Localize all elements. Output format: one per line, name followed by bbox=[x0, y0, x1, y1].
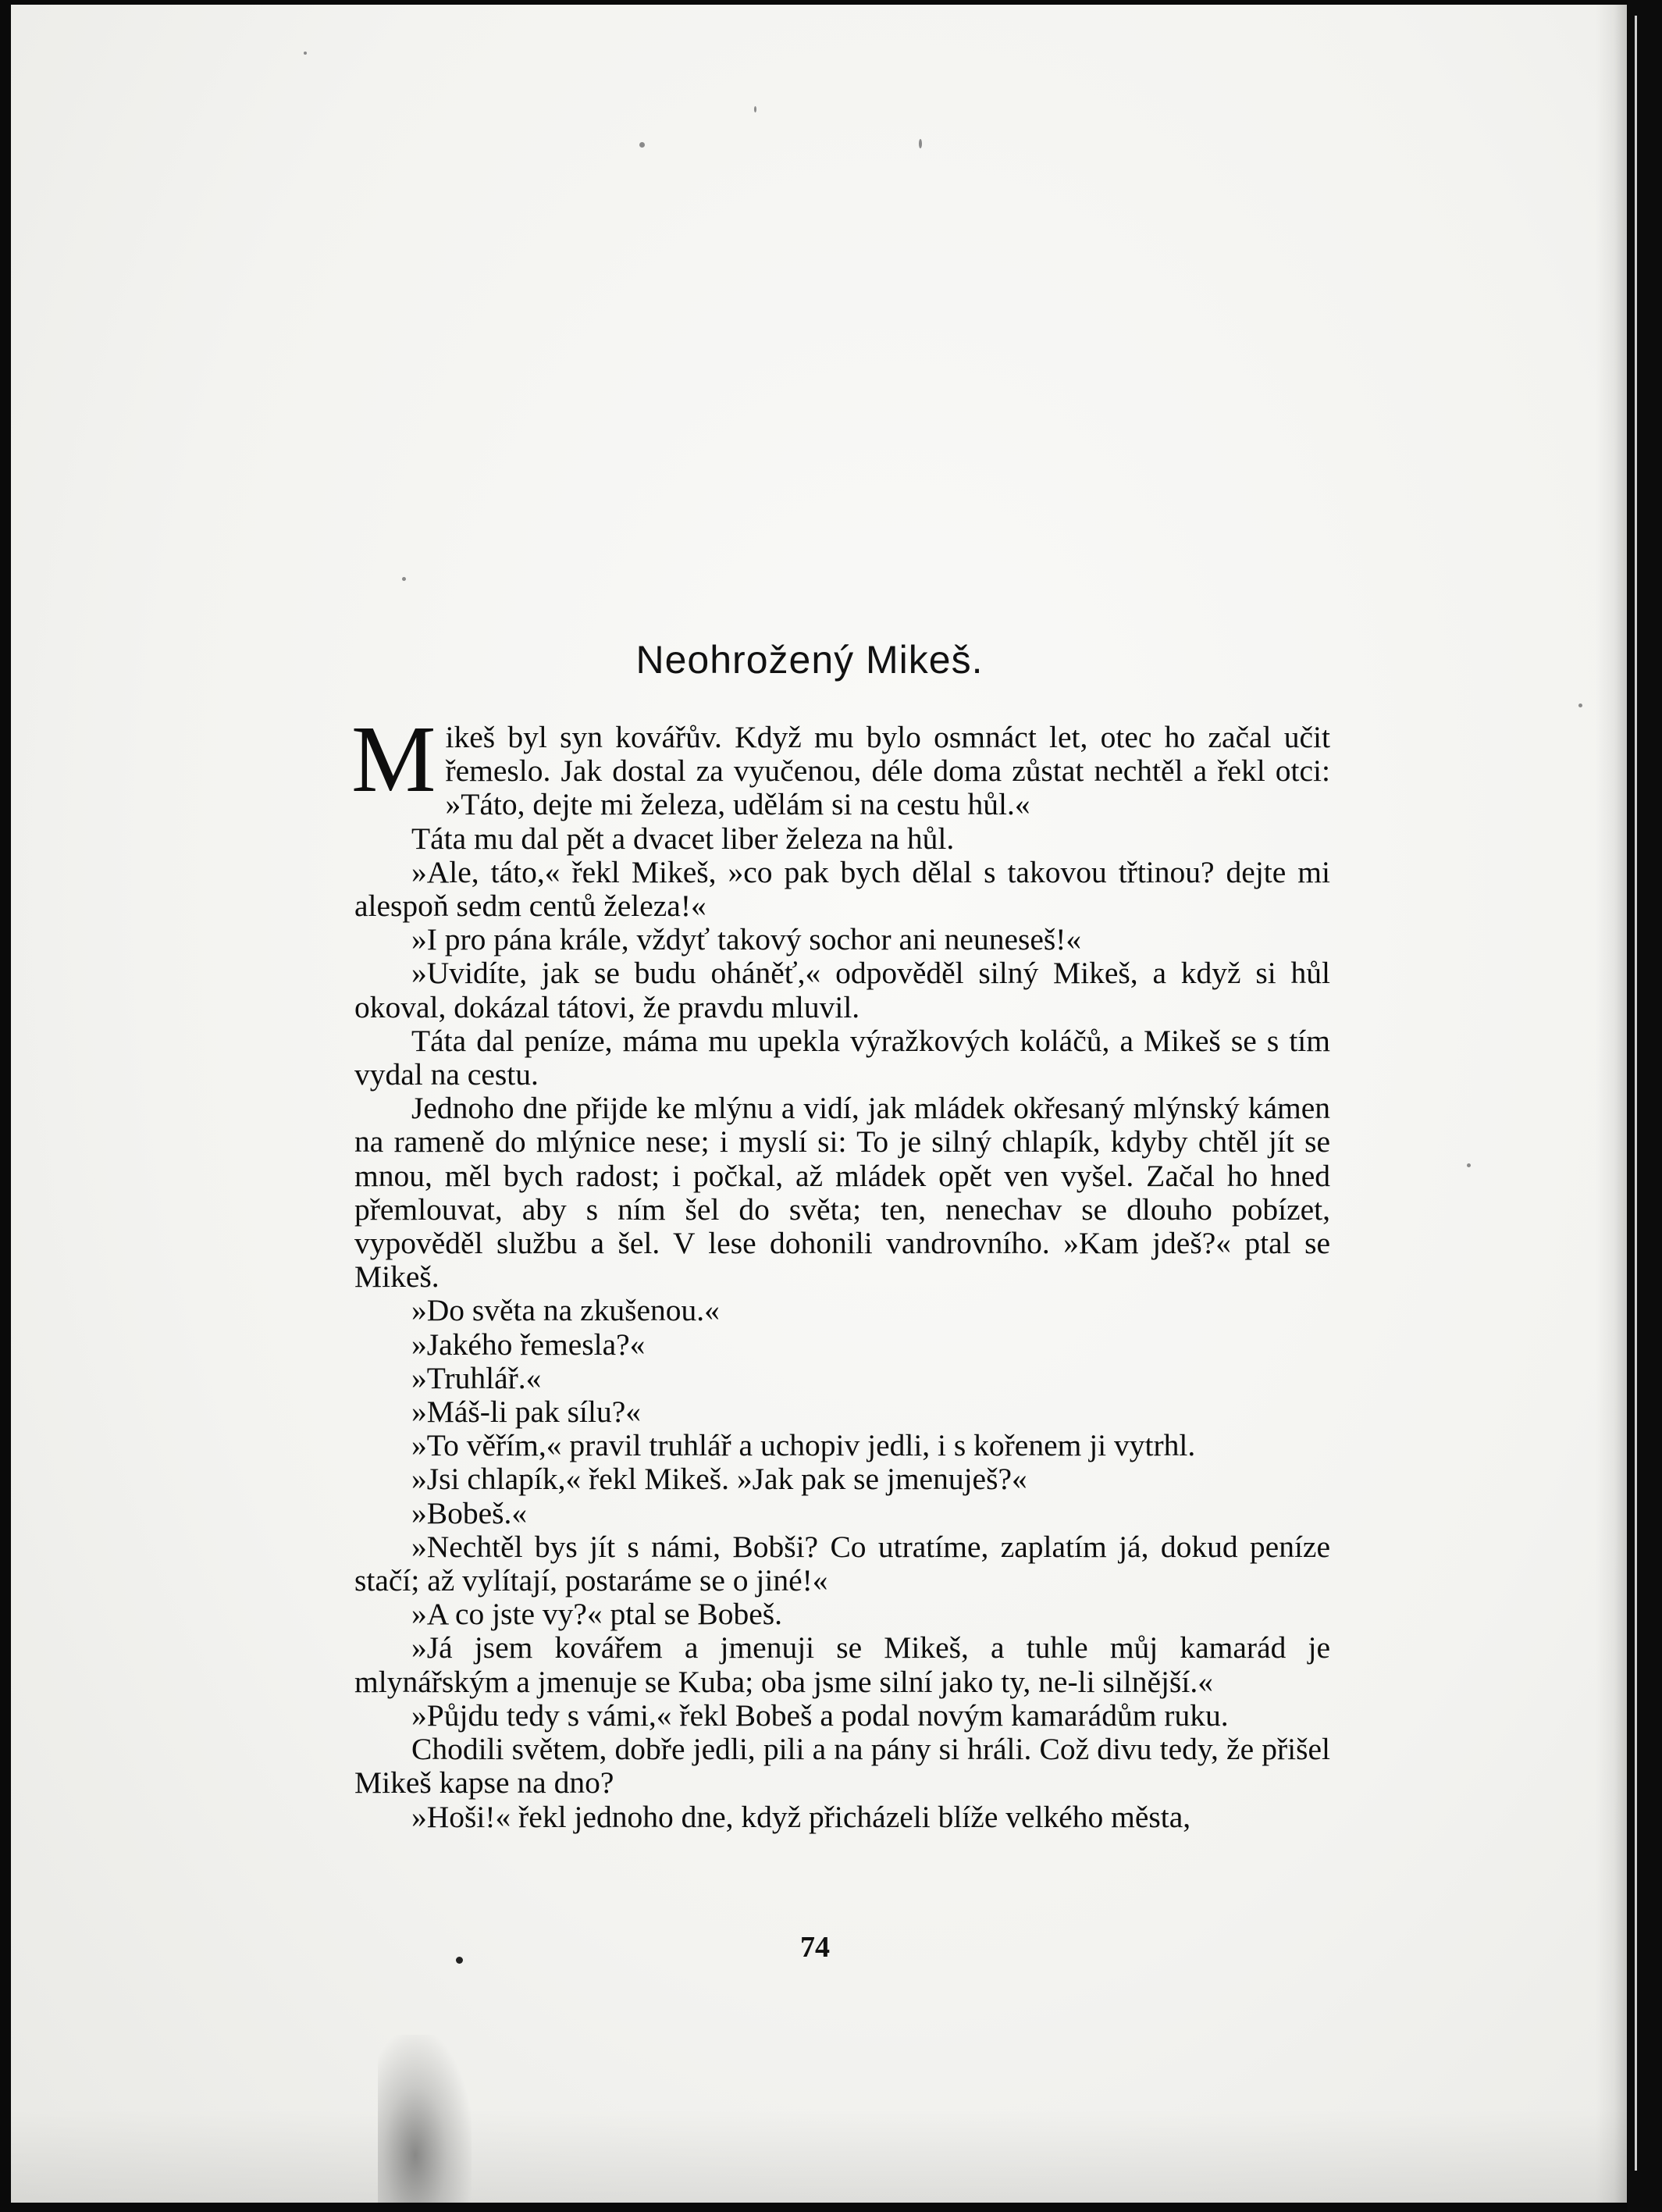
paragraph: Jednoho dne přijde ke mlýnu a vidí, jak mládek okřesaný mlýnský kámen na rameně do mlýnice nese; i myslí si: To je silný chlapík, kdyby chtěl jít se mnou, měl bych radost; i počkal, až mládek opět ven vyšel. Začal ho hned přemlouvat, aby s ním šel do světa; ten, nenechav se dlouho pobízet, vypověděl službu a šel. V lese dohonili vandrovního. »Kam jdeš?« ptal se Mikeš. bbox=[354, 1091, 1330, 1295]
dust-speck bbox=[402, 577, 406, 581]
dust-speck bbox=[754, 106, 756, 112]
drop-cap: M bbox=[351, 707, 436, 812]
page-edge-shadow bbox=[1596, 5, 1627, 2203]
paragraph: »Bobeš.« bbox=[411, 1495, 528, 1530]
dust-speck bbox=[639, 142, 645, 148]
paragraph: »Uvidíte, jak se budu oháněť,« odpověděl silný Mikeš, a když si hůl okoval, dokázal tátovi, že pravdu mluvil. bbox=[354, 956, 1330, 1024]
scanned-page bbox=[11, 5, 1627, 2203]
chapter-title: Neohrožený Mikeš. bbox=[635, 638, 984, 682]
paragraph: »Jakého řemesla?« bbox=[411, 1327, 646, 1362]
dust-speck bbox=[1578, 703, 1582, 707]
dust-speck bbox=[1467, 1163, 1471, 1167]
paragraph: Táta mu dal pět a dvacet liber železa na hůl. bbox=[411, 821, 955, 856]
paragraph: »Nechtěl bys jít s námi, Bobši? Co utratíme, zaplatím já, dokud peníze stačí; až vylítají, postaráme se o jiné!« bbox=[354, 1529, 1330, 1598]
scan-border bbox=[1628, 0, 1662, 2212]
paragraph: »A co jste vy?« ptal se Bobeš. bbox=[411, 1597, 783, 1632]
page-bottom-shadow bbox=[11, 2109, 1627, 2203]
paragraph: »Půjdu tedy s vámi,« řekl Bobeš a podal novým kamarádům ruku. bbox=[411, 1697, 1229, 1733]
paragraph: »Truhlář.« bbox=[411, 1360, 542, 1395]
paragraph: »Jsi chlapík,« řekl Mikeš. »Jak pak se jmenuješ?« bbox=[411, 1462, 1027, 1497]
paragraph: Táta dal peníze, máma mu upekla výražkových koláčů, a Mikeš se s tím vydal na cestu. bbox=[354, 1023, 1330, 1092]
paragraph: »Máš-li pak sílu?« bbox=[411, 1395, 642, 1430]
body-text bbox=[351, 707, 1330, 1834]
paragraph: »Hoši!« řekl jednoho dne, když přicházeli blíže velkého města, bbox=[411, 1799, 1191, 1834]
paragraph bbox=[351, 707, 1330, 822]
paragraph-text: ikeš byl syn kovářův. Když mu bylo osmnáct let, otec ho začal učit řemeslo. Jak dostal za vyučenou, déle doma zůstat nechtěl a řekl otci: »Táto, dejte mi železa, udělám si na cestu hůl.« bbox=[445, 720, 1330, 822]
paragraph: »Do světa na zkušenou.« bbox=[411, 1293, 720, 1328]
page-number: 74 bbox=[800, 1931, 830, 1964]
ink-smudge bbox=[378, 2035, 472, 2203]
paragraph: »I pro pána krále, vždyť takový sochor ani neuneseš!« bbox=[411, 922, 1082, 957]
paragraph: »To věřím,« pravil truhlář a uchopiv jedli, i s kořenem ji vytrhl. bbox=[411, 1428, 1196, 1463]
dust-speck bbox=[304, 52, 307, 55]
paragraph: »Já jsem kovářem a jmenuji se Mikeš, a tuhle můj kamarád je mlynářským a jmenuje se Kuba; oba jsme silní jako ty, ne-li silnější.« bbox=[354, 1630, 1330, 1699]
adjacent-page-edge bbox=[1635, 16, 1637, 2171]
dust-speck bbox=[919, 139, 922, 148]
paragraph: Chodili světem, dobře jedli, pili a na pány si hráli. Což divu tedy, že přišel Mikeš kapse na dno? bbox=[354, 1732, 1330, 1801]
paragraph: »Ale, táto,« řekl Mikeš, »co pak bych dělal s takovou třtinou? dejte mi alespoň sedm centů železa!« bbox=[354, 854, 1330, 924]
